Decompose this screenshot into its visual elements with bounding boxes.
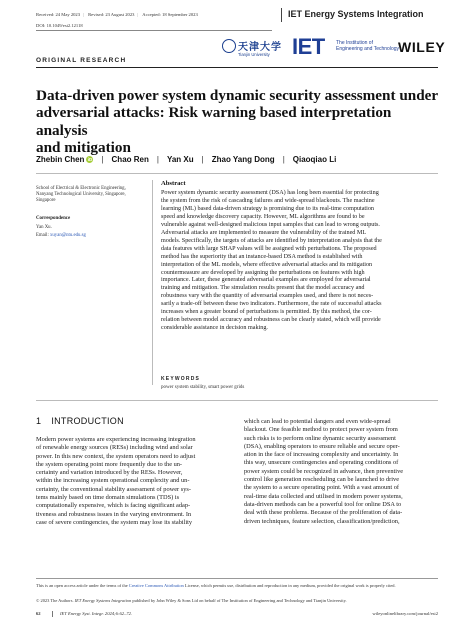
text-line: relation between model accuracy and robustness can be clearly stated, which will provide bbox=[161, 317, 381, 324]
abstract-section bbox=[155, 180, 440, 390]
text-line: training and mitigation. The simulation results present that the model accuracy and bbox=[161, 285, 365, 292]
text-line: tiveness and robustness issues in the varying environment. In bbox=[36, 510, 192, 518]
text-line: speed and knowledge discovery capacity. However, ML algorithms are found to be bbox=[161, 213, 365, 220]
text-line: real-time data collected and utilised in modern power systems, bbox=[244, 492, 403, 500]
article-title bbox=[36, 87, 441, 157]
iet-logo bbox=[292, 34, 400, 60]
authors-divider bbox=[36, 173, 438, 174]
page-footer bbox=[36, 611, 438, 619]
abstract-divider bbox=[152, 180, 153, 385]
journal-website[interactable]: wileyonlinelibrary.com/journal/esi2 bbox=[372, 611, 438, 616]
keywords-heading: KEYWORDS bbox=[161, 376, 201, 382]
text-line: this way, unsecure contingencies and operating conditions of bbox=[244, 459, 399, 467]
text-line: ation in the face of increasing complexity and uncertainty. In bbox=[244, 451, 399, 459]
text-line: interpretation of the ML models, where effective adversarial attacks and its mitigation bbox=[161, 261, 373, 268]
text-line: learning (ML) based data-driven strategy is promising due to its real-time computation bbox=[161, 205, 374, 212]
text-line: control like generation rescheduling can be launched to drive bbox=[244, 476, 400, 484]
wiley-logo: WILEY bbox=[398, 39, 446, 55]
intro-left-column bbox=[36, 436, 236, 527]
text-line: Power system dynamic security assessment (DSA) has long been essential for protecting bbox=[161, 190, 379, 196]
text-line: increases when a greater bound of perturbations is permitted. By this method, the cor- bbox=[161, 309, 372, 316]
university-emblem-icon bbox=[222, 39, 236, 53]
received-date: Received: 24 May 2023 bbox=[36, 12, 81, 17]
tju-english-name: Tianjin University bbox=[238, 52, 270, 57]
orcid-icon[interactable]: iD bbox=[87, 157, 93, 162]
text-line: Adversarial attacks are implemented to measure the vulnerability of the trained ML bbox=[161, 229, 367, 236]
text-line: robustness vary with the quantity of adversarial examples used, and there is not neces- bbox=[161, 293, 374, 300]
doi[interactable]: DOI: 10.1049/esi2.12118 bbox=[36, 23, 83, 28]
text-line: method has the superiority that an instance-based DSA method is established with bbox=[161, 253, 363, 260]
text-line: which can lead to potential dangers and even wide-spread bbox=[244, 418, 391, 425]
text-line: case of severe contingencies, the system may lose its stability bbox=[36, 518, 193, 526]
section-divider bbox=[36, 67, 438, 68]
text-line: such risks is to perform online dynamic security assessment bbox=[244, 434, 396, 442]
journal-bar bbox=[281, 8, 282, 22]
header-divider bbox=[36, 30, 272, 31]
title-line: Data-driven power system dynamic security assessment under bbox=[36, 87, 439, 104]
text-line: the system from the risk of cascading failures and wide-spread blackouts. The machine bbox=[161, 197, 375, 204]
section-heading bbox=[36, 416, 124, 426]
text-line: power system could be recognized in advance, then preventive bbox=[244, 467, 404, 475]
page-number: 62 bbox=[36, 611, 41, 616]
text-line: models. Specifically, the targets of attacks are identified by interpretation analysis that the bbox=[161, 237, 382, 244]
article-type: ORIGINAL RESEARCH bbox=[36, 57, 127, 64]
keywords-list: power system stability, smart power grids bbox=[161, 385, 245, 390]
footer-divider bbox=[36, 578, 438, 579]
iet-wordmark: IET bbox=[292, 34, 325, 59]
title-line: adversarial attacks: Risk warning based interpretation analysis bbox=[36, 104, 392, 139]
tju-chinese-name: 天津大学 bbox=[238, 42, 282, 53]
text-line: blackout. One feasible method to protect power system from bbox=[244, 426, 398, 434]
text-line: power. In this new context, the system operators need to adjust bbox=[36, 452, 196, 460]
text-line: data-driven methods can be a powerful tool for online DSA to bbox=[244, 500, 402, 508]
title-line: and mitigation bbox=[36, 139, 131, 157]
copyright-note: © 2023 The Authors. IET Energy Systems Integration published by John Wiley & Sons Ltd on behalf of The Institution of Engineering and Technology and Tianjin University. bbox=[36, 598, 347, 603]
license-link[interactable]: Creative Commons Attribution bbox=[128, 583, 184, 588]
text-line: driven techniques, feature selection, classification/prediction, bbox=[244, 517, 400, 525]
license-note: This is an open access article under the terms of the Creative Commons Attribution License, which permits use, distribution and reproduction in any medium, provided the original work is properly cited. bbox=[36, 583, 396, 588]
journal-name[interactable]: IET Energy Systems Integration bbox=[288, 9, 424, 19]
correspondence-email: Email: xuyan@ntu.edu.sg bbox=[36, 233, 86, 238]
text-line: computationally expensive, which is facing significant adap- bbox=[36, 502, 191, 510]
author-name[interactable]: Zhao Yang Dong bbox=[211, 155, 275, 164]
text-line: deal with these problems. Because of the proliferation of data- bbox=[244, 509, 403, 517]
author-name[interactable]: Zhebin Chen iD bbox=[36, 155, 93, 164]
text-line: countermeasure are developed by assigning the perturbations on features with high bbox=[161, 269, 365, 276]
text-line: data features with large SHAP values will be assigned with perturbations. The proposed bbox=[161, 245, 377, 252]
abstract-end-divider bbox=[36, 400, 438, 401]
author-name[interactable]: Chao Ren bbox=[111, 155, 149, 164]
footer-separator bbox=[52, 611, 53, 617]
intro-right-column bbox=[244, 418, 444, 526]
text-line: of renewable energy sources (RESs) including wind and solar bbox=[36, 444, 193, 452]
text-line: importance. Later, these generated adversarial examples are employed for adversarial bbox=[161, 277, 371, 284]
section-number: 1 bbox=[36, 416, 42, 426]
text-line: (DSA), enabling operators to ensure reliable and secure oper- bbox=[244, 442, 400, 450]
text-line: the system to a secure operating point. With a vast amount of bbox=[244, 484, 400, 492]
text-line: within the increasing system operational complexity and un- bbox=[36, 477, 190, 485]
accepted-date: Accepted: 18 September 2023 bbox=[142, 12, 198, 17]
iet-full-name: The Institution of Engineering and Technology bbox=[336, 40, 400, 52]
correspondence-heading: Correspondence bbox=[36, 216, 71, 221]
email-link[interactable]: xuyan@ntu.edu.sg bbox=[50, 233, 86, 238]
affiliation: School of Electrical & Electronic Engineering, Nanyang Technological University, Singapore, Singapore bbox=[36, 186, 126, 203]
text-line: certainty and variation introduced by the RESs. However, bbox=[36, 469, 183, 477]
author-list: Zhebin Chen iD | Chao Ren | Yan Xu | Zhao Yang Dong | Qiaoqiao Li bbox=[36, 155, 337, 164]
article-dates: Received: 24 May 2023 | Revised: 23 August 2023 | Accepted: 18 September 2023 bbox=[36, 12, 198, 17]
revised-date: Revised: 23 August 2023 bbox=[88, 12, 135, 17]
tianjin-university-logo bbox=[222, 37, 288, 59]
text-line: Modern power systems are experiencing increasing integration bbox=[36, 436, 196, 443]
correspondence-name: Yan Xu. bbox=[36, 225, 52, 230]
text-line: tems mainly based on time domain simulations (TDS) is bbox=[36, 494, 180, 502]
text-line: considerable assistance in decision making. bbox=[161, 325, 268, 332]
text-line: the system operating point more frequently due to the un- bbox=[36, 460, 183, 468]
text-line: sarily a trade-off between these two indicators. Furthermore, the rate of successful attacks bbox=[161, 301, 382, 308]
text-line: certainty, the conventional stability assessment of power sys- bbox=[36, 485, 191, 493]
author-name[interactable]: Yan Xu bbox=[166, 155, 194, 164]
abstract-heading: Abstract bbox=[161, 180, 186, 187]
journal-citation: IET Energy Syst. Integr. 2024;6:62–72. bbox=[60, 611, 133, 616]
abstract-text bbox=[161, 190, 437, 333]
author-name[interactable]: Qiaoqiao Li bbox=[292, 155, 337, 164]
text-line: vulnerable against well-designed malicious input samples that can lead to wrong outputs. bbox=[161, 221, 380, 228]
section-title: INTRODUCTION bbox=[51, 416, 124, 426]
